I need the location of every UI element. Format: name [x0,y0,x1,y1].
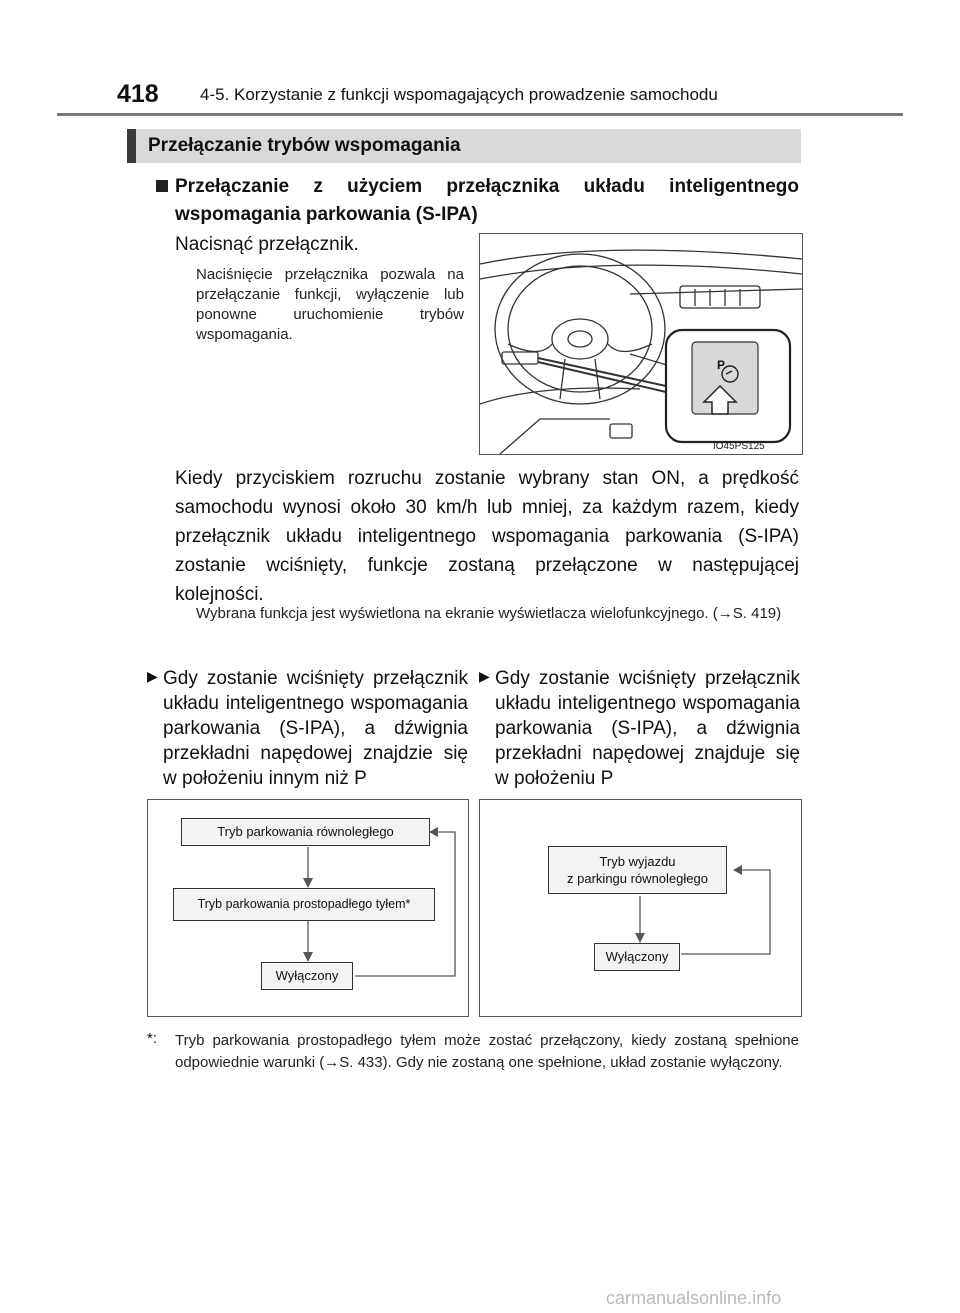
body-paragraph: Kiedy przyciskiem rozruchu zostanie wybrany stan ON, a prędkość samochodu wynosi około 30 km/h lub mniej, za każdym razem, kiedy przełącznik układu inteligentnego wspomagania parkowania (S-IPA) zostanie wciśnięty, funkcje zostaną przełączone w następującej kolejności. [175,468,799,605]
body-note: Wybrana funkcja jest wyświetlona na ekranie wyświetlacza wielofunkcyjnego. (→S. 419) [196,605,782,622]
flow-step-parallel: Tryb parkowania równoległego [181,818,430,846]
dashboard-illustration [479,233,803,455]
flow-step-perpendicular: Tryb parkowania prostopadłego tyłem* [173,888,435,921]
subsection-title: Przełączanie z użyciem przełącznika układu inteligentnego wspomagania parkowania (S-IPA) [175,176,799,225]
left-flow-diagram [147,799,469,1017]
section-title: Przełączanie trybów wspomagania [148,135,461,156]
instruction: Nacisnąć przełącznik. [175,234,359,255]
flow-step-off: Wyłączony [594,943,680,971]
illustration-code: IO45PS125 [713,441,765,452]
flow-step-exit-parallel [548,846,727,894]
footnote-marker: *: [147,1030,158,1047]
right-flow-diagram [479,799,802,1017]
triangle-bullet-icon: ▶ [479,668,490,684]
left-column-heading: Gdy zostanie wciśnięty przełącznik układu inteligentnego wspomagania parkowania (S-IPA), a dźwignia przekładni napędowej znajdzie się w położeniu innym niż P [163,668,468,789]
dashboard-drawing [480,234,802,454]
right-column-heading: Gdy zostanie wciśnięty przełącznik układu inteligentnego wspomagania parkowania (S-IPA), a dźwignia przekładni napędowej znajduje się w położeniu P [495,668,800,789]
instruction-note: Naciśnięcie przełącznika pozwala na przełączanie funkcji, wyłączenie lub ponowne uruchomienie trybów wspomagania. [196,266,464,343]
right-flow-arrows [480,800,801,1016]
triangle-bullet-icon: ▶ [147,668,158,684]
section-title-marker [127,129,136,163]
switch-letter: P [717,358,726,372]
flow-step-exit-line2: z parkingu równoległego [567,871,708,886]
chapter-header: 4-5. Korzystanie z funkcji wspomagających prowadzenie samochodu [200,85,718,104]
subsection-bullet-icon [156,180,168,192]
footnote-text: Tryb parkowania prostopadłego tyłem może zostać przełączony, kiedy zostaną spełnione odpowiednie warunki (→S. 433). Gdy nie zostaną one spełnione, układ zostanie wyłączony. [175,1032,799,1071]
flow-step-exit-line1: Tryb wyjazdu [599,854,676,869]
watermark: carmanualsonline.info [606,1288,782,1308]
page-number: 418 [117,80,159,108]
flow-step-off: Wyłączony [261,962,353,990]
header-rule [57,113,903,116]
